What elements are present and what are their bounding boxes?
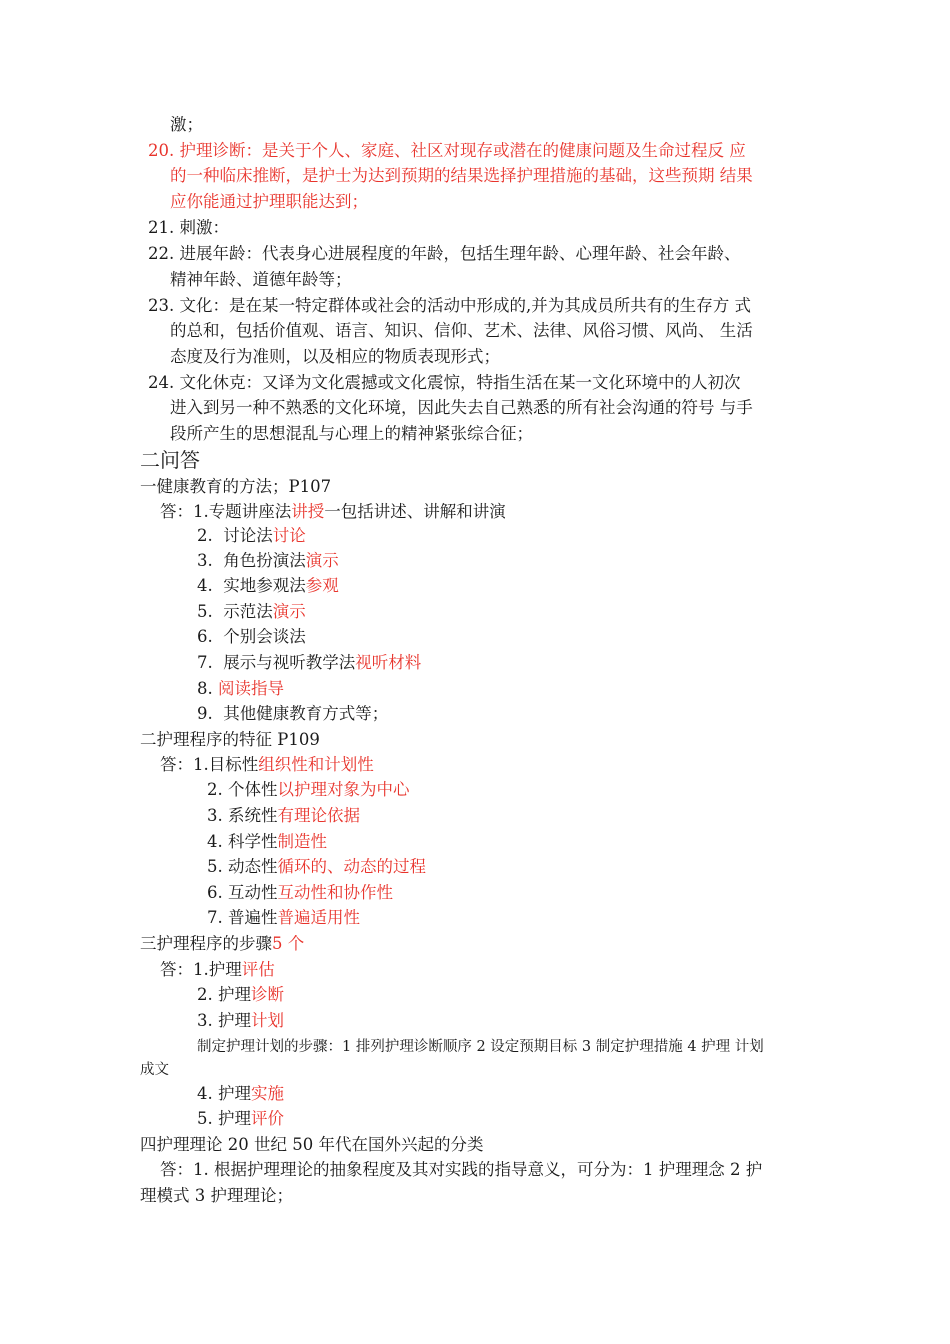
q2-item-6-text: 互动性: [228, 883, 278, 902]
q3-item-4: [197, 1082, 284, 1106]
q2-item-4-red: 制造性: [277, 832, 327, 851]
q1-item-2-text: 讨论法: [223, 526, 273, 545]
q3-item-5-number: 5.: [197, 1109, 213, 1128]
q1-item-3-number: 3.: [197, 551, 213, 570]
q2-item-7-number: 7.: [207, 908, 223, 927]
q1-item-9: [197, 702, 388, 726]
q1-item-3-red: 演示: [305, 551, 339, 570]
q1-item-9-number: 9.: [197, 704, 213, 723]
q1-item-8: [197, 677, 284, 701]
q1-item-1-number: 1.: [193, 502, 209, 521]
q1-answer-line1: [160, 500, 506, 524]
q3-item-2-text: 护理: [218, 985, 251, 1004]
item20-line1: [148, 139, 746, 163]
q1-item-4-text: 实地参观法: [223, 576, 306, 595]
q2-item-2: [207, 778, 410, 802]
q3-item-2-red: 诊断: [251, 985, 284, 1004]
item23-text-1: 文化：是在某一特定群体或社会的活动中形成的,并为其成员所共有的生存方 式: [179, 296, 751, 315]
q2-item-5-text: 动态性: [228, 857, 278, 876]
q3-answer-prefix: 答：: [160, 960, 193, 979]
q3-title: [140, 932, 304, 956]
q2-item-3-number: 3.: [207, 806, 223, 825]
q1-item-1-text: 专题讲座法: [208, 502, 292, 521]
item23-number: 23.: [148, 296, 175, 315]
q1-item-5: [197, 600, 306, 624]
q1-item-9-text: 其他健康教育方式等；: [223, 704, 389, 723]
q2-item-5-number: 5.: [207, 857, 223, 876]
q2-item-6-number: 6.: [207, 883, 223, 902]
item24-number: 24.: [148, 373, 175, 392]
q2-item-5-red: 循环的、动态的过程: [277, 857, 426, 876]
q2-item-3-red: 有理论依据: [277, 806, 360, 825]
item20-text-1: 护理诊断：是关于个人、家庭、社区对现存或潜在的健康问题及生命过程反 应: [179, 141, 746, 160]
item24-text-1: 文化休克：又译为文化震撼或文化震惊，特指生活在某一文化环境中的人初次: [179, 373, 741, 392]
q1-item-1-extra: 一包括讲述、讲解和讲演: [324, 502, 506, 521]
q2-answer-prefix: 答：: [160, 755, 193, 774]
item24-line2: 进入到另一种不熟悉的文化环境，因此失去自己熟悉的所有社会沟通的符号 与手: [170, 398, 753, 417]
q3-item-5-text: 护理: [218, 1109, 251, 1128]
q2-title: 二护理程序的特征 P109: [140, 730, 320, 749]
q1-item-7-number: 7.: [197, 653, 213, 672]
q1-item-2-red: 讨论: [272, 526, 306, 545]
q3-item-2-number: 2.: [197, 985, 213, 1004]
q1-item-3: [197, 549, 339, 573]
item21: [148, 216, 229, 240]
q2-item-4-text: 科学性: [228, 832, 278, 851]
q2-item-3-text: 系统性: [228, 806, 278, 825]
q3-answer-line1: [160, 958, 275, 982]
q1-item-4: [197, 574, 339, 598]
item23-line3: 态度及行为准则，以及相应的物质表现形式；: [170, 347, 500, 366]
item20-line3: 应你能通过护理职能达到；: [170, 192, 368, 211]
q2-item-2-number: 2.: [207, 780, 223, 799]
item20-number: 20.: [148, 141, 175, 160]
q2-item-7-red: 普遍适用性: [277, 908, 360, 927]
q2-item-4: [207, 830, 327, 854]
q1-item-5-red: 演示: [272, 602, 306, 621]
q1-item-5-text: 示范法: [223, 602, 273, 621]
q4-answer-line1: 答：1. 根据护理理论的抽象程度及其对实践的指导意义，可分为：1 护理理念 2 护: [160, 1160, 763, 1179]
q1-answer-prefix: 答：: [160, 502, 193, 521]
item22-text-1: 进展年龄：代表身心进展程度的年龄，包括生理年龄、心理年龄、社会年龄、: [179, 244, 741, 263]
q2-item-6-red: 互动性和协作性: [277, 883, 393, 902]
q3-item-2: [197, 983, 284, 1007]
q1-item-6-text: 个别会谈法: [223, 627, 306, 646]
q1-item-8-red: 阅读指导: [218, 679, 284, 698]
q1-item-2: [197, 524, 306, 548]
q3-item-1-text: 护理: [208, 960, 242, 979]
q3-plan-note-line1: 制定护理计划的步骤：1 排列护理诊断顺序 2 设定预期目标 3 制定护理措施 4 护理 计划: [197, 1039, 764, 1055]
q2-item-3: [207, 804, 360, 828]
q3-plan-note-line2: 成文: [140, 1062, 169, 1078]
item23-line1: [148, 294, 751, 318]
q2-item-6: [207, 881, 393, 905]
q3-item-5: [197, 1107, 284, 1131]
q1-item-7-red: 视听材料: [355, 653, 422, 672]
item22-line1: [148, 242, 741, 266]
q1-item-1-red: 讲授: [291, 502, 325, 521]
q3-item-3-text: 护理: [218, 1011, 251, 1030]
q1-item-8-number: 8.: [197, 679, 213, 698]
q2-item-5: [207, 855, 426, 879]
q4-title: 四护理理论 20 世纪 50 年代在国外兴起的分类: [140, 1135, 484, 1154]
q1-item-3-text: 角色扮演法: [223, 551, 306, 570]
q1-title: 一健康教育的方法；P107: [140, 477, 332, 496]
q2-item-1-text: 目标性: [208, 755, 259, 774]
q3-item-4-number: 4.: [197, 1084, 213, 1103]
q1-item-6: [197, 625, 306, 649]
item21-number: 21.: [148, 218, 175, 237]
q1-item-2-number: 2.: [197, 526, 213, 545]
q2-item-1-red: 组织性和计划性: [258, 755, 374, 774]
q2-item-2-text: 个体性: [228, 780, 278, 799]
item24-line1: [148, 371, 741, 395]
q3-item-1-red: 评估: [241, 960, 275, 979]
item22-line2: 精神年龄、道德年龄等；: [170, 270, 352, 289]
q1-item-7-text: 展示与视听教学法: [223, 653, 356, 672]
q1-item-4-red: 参观: [305, 576, 339, 595]
q3-item-4-text: 护理: [218, 1084, 251, 1103]
item20-line2: 的一种临床推断，是护士为达到预期的结果选择护理措施的基础，这些预期 结果: [170, 166, 753, 185]
item22-number: 22.: [148, 244, 175, 263]
q3-item-1-number: 1.: [193, 960, 209, 979]
q2-answer-line1: [160, 753, 374, 777]
q1-item-4-number: 4.: [197, 576, 213, 595]
q3-item-5-red: 评价: [251, 1109, 284, 1128]
q3-title-red: 5 个: [272, 934, 305, 953]
q3-item-3-red: 计划: [251, 1011, 284, 1030]
q2-item-4-number: 4.: [207, 832, 223, 851]
item24-line3: 段所产生的思想混乱与心理上的精神紧张综合征；: [170, 424, 533, 443]
q3-item-3: [197, 1009, 284, 1033]
q1-item-5-number: 5.: [197, 602, 213, 621]
item23-line2: 的总和，包括价值观、语言、知识、信仰、艺术、法律、风俗习惯、风尚、 生活: [170, 321, 753, 340]
item19-tail: 激；: [170, 115, 203, 134]
q2-item-7-text: 普遍性: [228, 908, 278, 927]
q1-item-7: [197, 651, 421, 675]
q2-item-7: [207, 906, 360, 930]
qa-heading: 二问答: [140, 448, 200, 472]
q3-title-text: 三护理程序的步骤: [140, 934, 272, 953]
q1-item-6-number: 6.: [197, 627, 213, 646]
q2-item-1-number: 1.: [193, 755, 209, 774]
q3-item-3-number: 3.: [197, 1011, 213, 1030]
q3-item-4-red: 实施: [251, 1084, 284, 1103]
q2-item-2-red: 以护理对象为中心: [277, 780, 410, 799]
q4-answer-line2: 理模式 3 护理理论；: [140, 1186, 293, 1205]
item21-text: 刺激：: [179, 218, 229, 237]
